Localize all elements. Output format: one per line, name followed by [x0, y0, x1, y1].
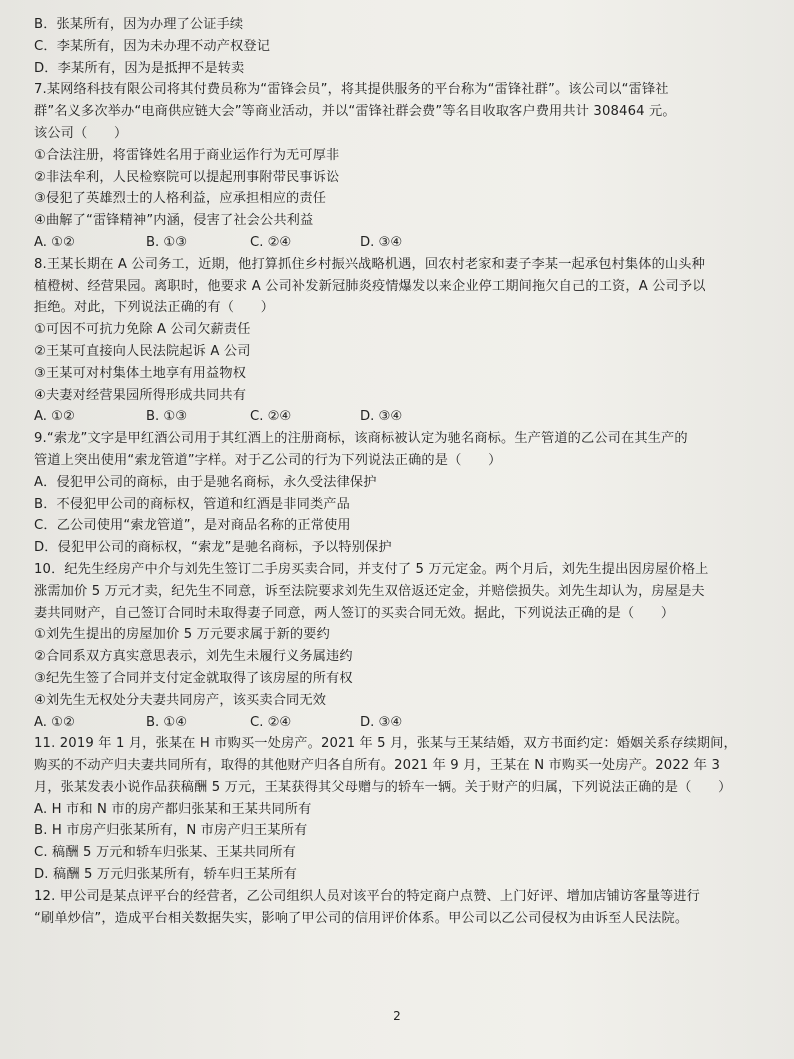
- statement-line: ③王某可对村集体土地享有用益物权: [34, 365, 247, 381]
- text-line: 购买的不动产归夫妻共同所有，取得的其他财产归各自所有。2021 年 9 月，王某在 N 市购买一处房产。2022 年 3: [34, 758, 720, 774]
- option-a: A. ①②: [34, 234, 75, 250]
- question-11-stem: 11. 2019 年 1 月，张某在 H 市购买一处房产。2021 年 5 月，张某与王某结婚，双方书面约定：婚姻关系存续期间，: [34, 736, 737, 752]
- text-block-q8: [34, 254, 774, 407]
- option-a: A. ①②: [34, 714, 75, 730]
- statement-line: ④夫妻对经营果园所得形成共同共有: [34, 387, 247, 403]
- option-d: D. ③④: [360, 409, 403, 425]
- option-c: C. ②④: [250, 234, 292, 250]
- option-b: B. ①④: [146, 714, 188, 730]
- option-line: D．侵犯甲公司的商标权，“索龙”是驰名商标，予以特别保护: [34, 540, 392, 556]
- text-line: D．李某所有，因为是抵押不是转卖: [34, 60, 245, 76]
- text-block-top: [34, 14, 774, 232]
- text-line: 管道上突出使用“索龙管道”字样。对于乙公司的行为下列说法正确的是（ ）: [34, 452, 502, 468]
- text-line: 拒绝。对此，下列说法正确的有（ ）: [34, 300, 275, 316]
- question-8-stem: 8.王某长期在 A 公司务工，近期，他打算抓住乡村振兴战略机遇，回农村老家和妻子李某一起承包村集体的山头种: [34, 256, 705, 272]
- statement-line: ③纪先生签了合同并支付定金就取得了该房屋的所有权: [34, 670, 353, 686]
- option-line: C．乙公司使用“索龙管道”，是对商品名称的正常使用: [34, 518, 351, 534]
- option-line: A. H 市和 N 市的房产都归张某和王某共同所有: [34, 801, 312, 817]
- option-d: D. ③④: [360, 234, 403, 250]
- text-block-bottom: [34, 733, 774, 929]
- question-10-options: [34, 712, 774, 734]
- statement-line: ③侵犯了英雄烈士的人格利益，应承担相应的责任: [34, 191, 327, 207]
- text-block-q9-q10: [34, 428, 774, 711]
- text-line: 月，张某发表小说作品获稿酬 5 万元，王某获得其父母赠与的轿车一辆。关于财产的归属，下列说法正确的是（ ）: [34, 779, 732, 795]
- option-b: B. ①③: [146, 409, 188, 425]
- option-a: A. ①②: [34, 409, 75, 425]
- question-10-stem: 10．纪先生经房产中介与刘先生签订二手房买卖合同，并支付了 5 万元定金。两个月后，刘先生提出因房屋价格上: [34, 561, 709, 577]
- text-line: 妻共同财产，自己签订合同时未取得妻子同意，两人签订的买卖合同无效。据此，下列说法正确的是（ ）: [34, 605, 675, 621]
- statement-line: ②合同系双方真实意思表示，刘先生未履行义务属违约: [34, 649, 353, 665]
- option-line: D. 稿酬 5 万元归张某所有，轿车归王某所有: [34, 867, 297, 883]
- page-number: 2: [393, 1009, 401, 1023]
- text-line: C．李某所有，因为未办理不动产权登记: [34, 38, 271, 54]
- statement-line: ④刘先生无权处分夫妻共同房产，该买卖合同无效: [34, 692, 327, 708]
- question-7-stem: 7.某网络科技有限公司将其付费员称为“雷锋会员”，将其提供服务的平台称为“雷锋社群”。该公司以“雷锋社: [34, 82, 669, 98]
- option-b: B. ①③: [146, 234, 188, 250]
- text-line: 群”名义多次举办“电商供应链大会”等商业活动，并以“雷锋社群会费”等名目收取客户费用共计 308464 元。: [34, 104, 676, 120]
- option-line: B. H 市房产归张某所有，N 市房产归王某所有: [34, 823, 308, 839]
- statement-line: ④曲解了“雷锋精神”内涵，侵害了社会公共利益: [34, 213, 314, 229]
- option-line: A．侵犯甲公司的商标，由于是驰名商标，永久受法律保护: [34, 474, 377, 490]
- option-d: D. ③④: [360, 714, 403, 730]
- option-c: C. ②④: [250, 409, 292, 425]
- question-12-stem: 12. 甲公司是某点评平台的经营者，乙公司组织人员对该平台的特定商户点赞、上门好评、增加店铺访客量等进行: [34, 888, 700, 904]
- text-line: 涨需加价 5 万元才卖，纪先生不同意，诉至法院要求刘先生双倍返还定金，并赔偿损失。刘先生却认为，房屋是夫: [34, 583, 705, 599]
- question-8-options: [34, 406, 774, 428]
- text-line: B．张某所有，因为办理了公证手续: [34, 17, 244, 32]
- option-line: B．不侵犯甲公司的商标权，管道和红酒是非同类产品: [34, 496, 350, 512]
- text-line: “刷单炒信”，造成平台相关数据失实，影响了甲公司的信用评价体系。甲公司以乙公司侵权为由诉至人民法院。: [34, 910, 689, 926]
- question-9-stem: 9.“索龙”文字是甲红酒公司用于其红酒上的注册商标，该商标被认定为驰名商标。生产管道的乙公司在其生产的: [34, 431, 688, 447]
- text-line: 该公司（ ）: [34, 125, 128, 141]
- option-line: C. 稿酬 5 万元和轿车归张某、王某共同所有: [34, 845, 297, 861]
- text-line: 植橙树、经营果园。离职时，他要求 A 公司补发新冠肺炎疫情爆发以来企业停工期间拖欠自己的工资，A 公司予以: [34, 278, 706, 294]
- statement-line: ②王某可直接向人民法院起诉 A 公司: [34, 343, 251, 359]
- option-c: C. ②④: [250, 714, 292, 730]
- statement-line: ①可因不可抗力免除 A 公司欠薪责任: [34, 322, 251, 338]
- statement-line: ①合法注册，将雷锋姓名用于商业运作行为无可厚非: [34, 147, 340, 163]
- statement-line: ②非法牟利，人民检察院可以提起刑事附带民事诉讼: [34, 169, 340, 185]
- statement-line: ①刘先生提出的房屋加价 5 万元要求属于新的要约: [34, 627, 330, 643]
- question-7-options: [34, 232, 774, 254]
